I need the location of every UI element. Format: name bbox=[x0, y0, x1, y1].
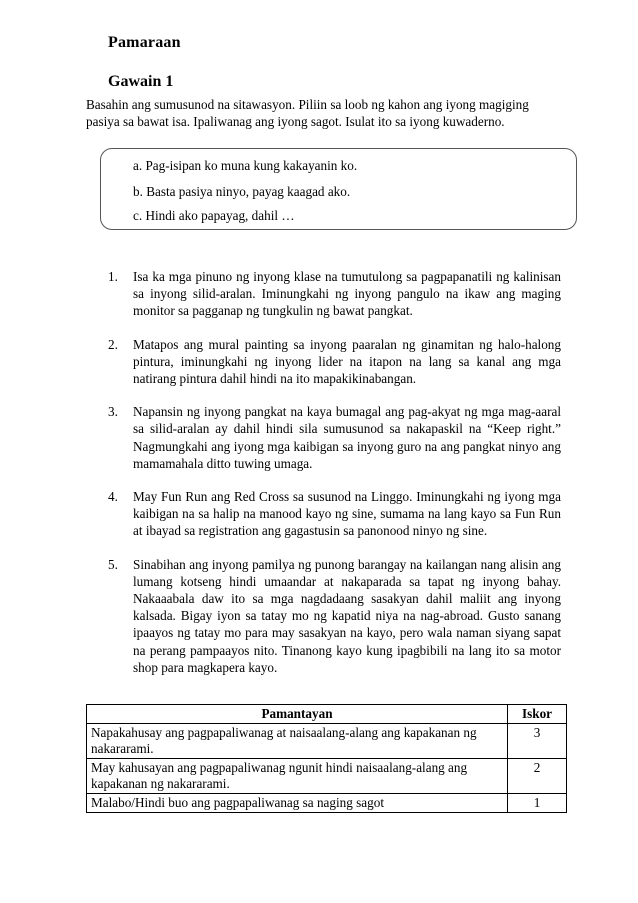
situation-item bbox=[108, 336, 561, 388]
choice-b: b. Basta pasiya ninyo, payag kaagad ako. bbox=[133, 184, 351, 199]
situation-number: 2. bbox=[108, 336, 118, 352]
situation-text: Matapos ang mural painting sa inyong paaralan ng ginamitan ng halo-halong pintura, iminungkahi ng inyong lider na itapon na lang sa kanal ang mga natirang pintura dahil hindi na ito mapakikinabangan. bbox=[133, 336, 561, 387]
situation-item bbox=[108, 488, 561, 540]
choice-a: a. Pag-isipan ko muna kung kakayanin ko. bbox=[133, 158, 358, 173]
rubric-score-cell: 1 bbox=[508, 794, 567, 813]
rubric-score-cell: 2 bbox=[508, 759, 567, 794]
situation-item bbox=[108, 556, 561, 676]
rubric-criteria-header: Pamantayan bbox=[87, 705, 508, 724]
situation-number: 1. bbox=[108, 269, 118, 284]
activity-title: Gawain 1 bbox=[108, 73, 174, 90]
situation-text: May Fun Run ang Red Cross sa susunod na Linggo. Iminungkahi ng iyong mga kaibigan na sa halip na manood kayo ng sine, sumama na lang kayo sa Fun Run at ibayad sa registration ang gagastusin sa panonood ninyo ng sine. bbox=[133, 489, 561, 539]
rubric-row bbox=[87, 724, 567, 759]
situation-text: Sinabihan ang inyong pamilya ng punong barangay na kailangan nang alisin ang lumang kotseng hindi umaandar at nakaparada sa tapat ng inyong bahay. Nakaaabala daw ito sa mga nagdadaang sasakyan dahil maliit ang inyong kalsada. Bigay iyon sa tatay mo ng kapatid niya na nag-abroad. Gusto sanang ipaayos ng tatay mo para may sasakyan na kayo, pero wala naman siyang sapat na perang pampaayos nito. Tinanong kayo kung ipagbibili na lang ito sa motor shop para magkapera kayo. bbox=[133, 556, 561, 675]
rubric-score-header: Iskor bbox=[508, 705, 567, 724]
rubric-criteria-cell: Malabo/Hindi buo ang pagpapaliwanag sa naging sagot bbox=[87, 794, 508, 813]
situation-number: 5. bbox=[108, 556, 118, 572]
situations-list bbox=[108, 268, 561, 692]
situation-item bbox=[108, 268, 561, 320]
section-title: Pamaraan bbox=[108, 34, 181, 51]
choice-c: c. Hindi ako papayag, dahil … bbox=[133, 208, 295, 223]
situation-number: 3. bbox=[108, 404, 118, 420]
rubric-criteria-cell: Napakahusay ang pagpapaliwanag at naisaalang-alang ang kapakanan ng nakararami. bbox=[87, 724, 508, 759]
instructions-paragraph: Basahin ang sumusunod na sitawasyon. Piliin sa loob ng kahon ang iyong magiging pasiya sa bawat isa. Ipaliwanag ang iyong sagot. Isulat ito sa iyong kuwaderno. bbox=[86, 97, 529, 129]
situation-item bbox=[108, 403, 561, 472]
rubric-table bbox=[86, 704, 567, 813]
situation-number: 4. bbox=[108, 489, 118, 505]
choices-box bbox=[100, 148, 577, 230]
rubric-header-row bbox=[87, 705, 567, 724]
rubric-score-cell: 3 bbox=[508, 724, 567, 759]
rubric-criteria-cell: May kahusayan ang pagpapaliwanag ngunit hindi naisaalang-alang ang kapakanan ng nakararami. bbox=[87, 759, 508, 794]
situation-text: Napansin ng inyong pangkat na kaya bumagal ang pag-akyat ng mga mag-aaral sa silid-aralan ay dahil hindi sila sumusunod sa nakapaskil na “Keep right.” Nagmungkahi ang iyong mga kaibigan sa inyong guro na ang pangkat ninyo ang mamamahala ditto tuwing umaga. bbox=[133, 404, 561, 471]
situation-text: Isa ka mga pinuno ng inyong klase na tumutulong sa pagpapanatili ng kalinisan sa inyong silid-aralan. Iminungkahi ng inyong pangulo na ikaw ang maging monitor sa pagganap ng tungkulin ng bawat pangkat. bbox=[133, 269, 561, 319]
rubric-row bbox=[87, 794, 567, 813]
rubric-row bbox=[87, 759, 567, 794]
